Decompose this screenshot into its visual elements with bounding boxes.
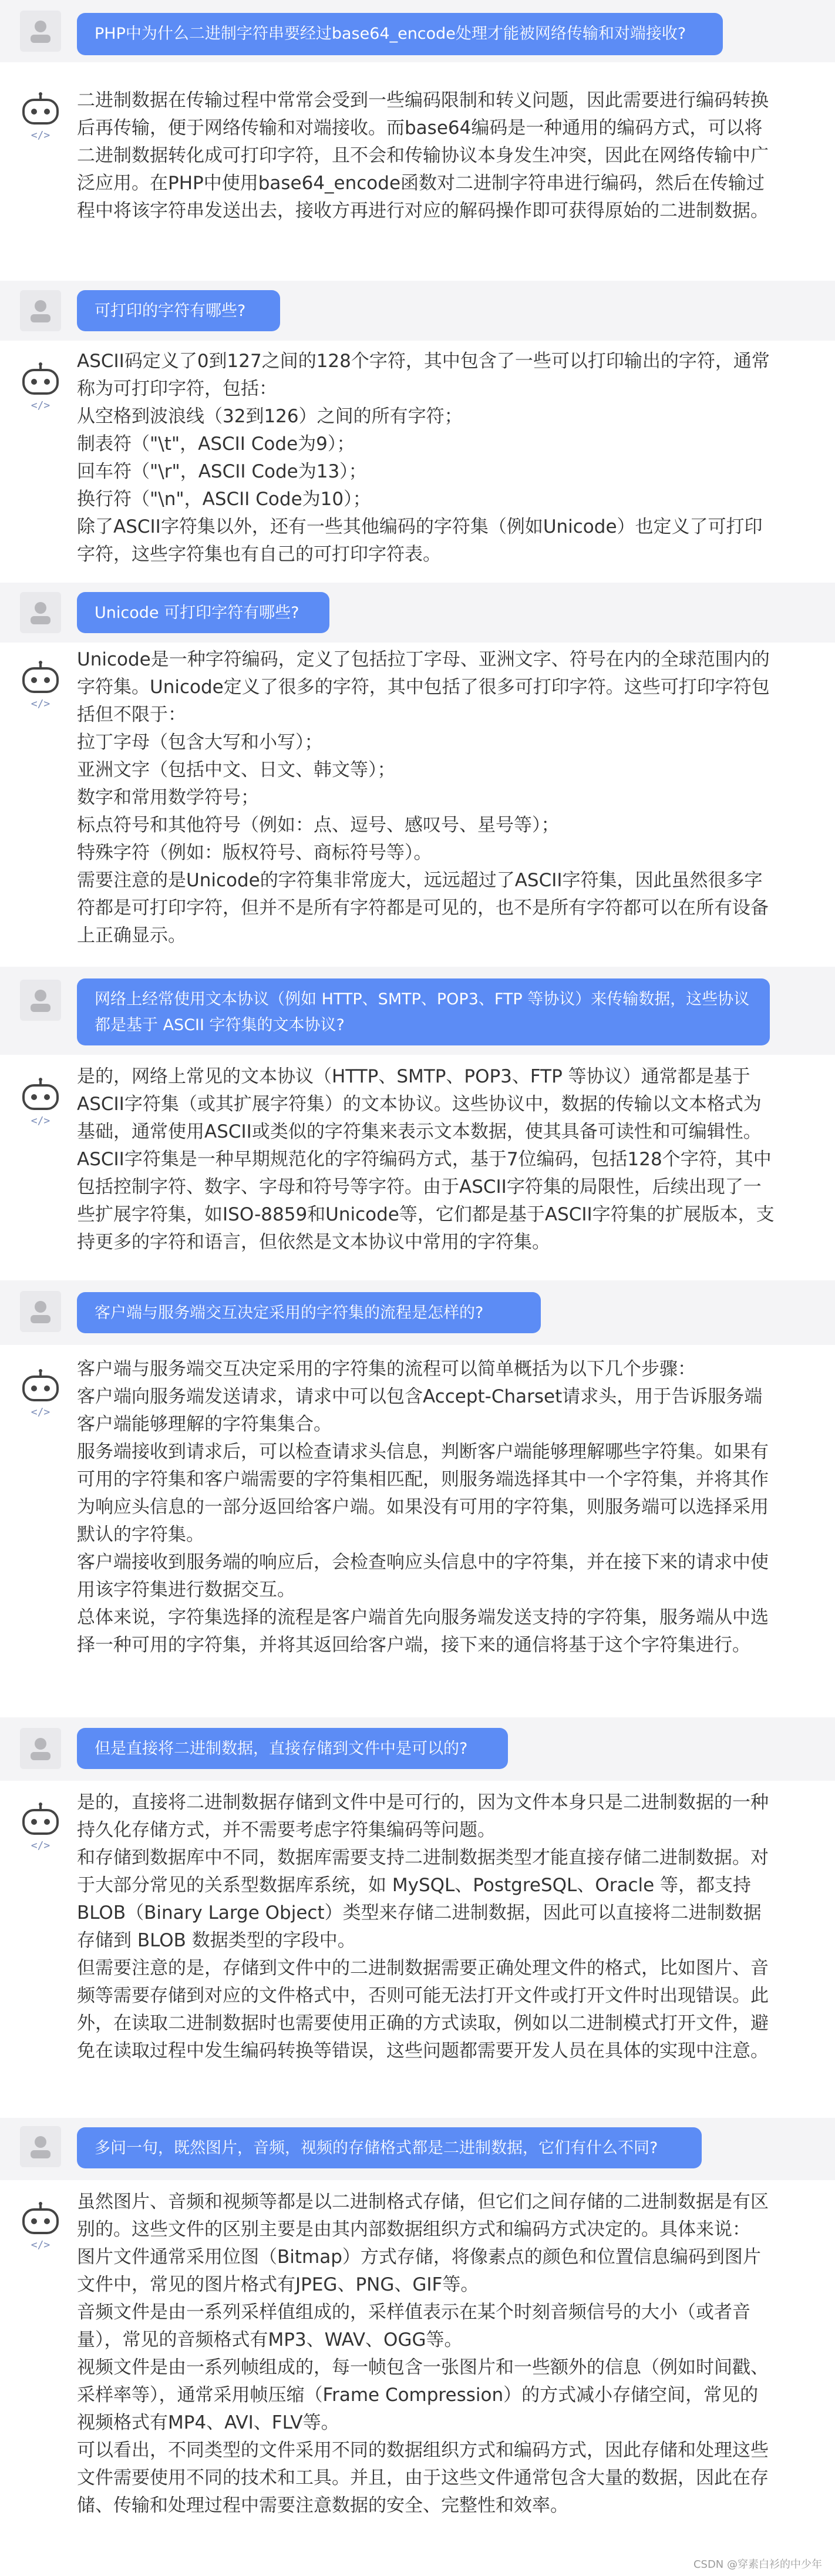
answer-paragraph: 需要注意的是Unicode的字符集非常庞大，远远超过了ASCII字符集，因此虽然很多字符都是可打印字符，但并不是所有字符都是可见的，也不是所有字符都可以在所有设备上正确显示。	[77, 870, 769, 946]
assistant-answer	[77, 1063, 776, 1256]
user-avatar	[20, 290, 61, 331]
user-icon	[27, 599, 54, 626]
user-question-bubble: 可打印的字符有哪些?	[77, 290, 280, 331]
robot-icon	[20, 1802, 61, 1855]
user-icon	[27, 1735, 54, 1762]
user-question-bubble: 客户端与服务端交互决定采用的字符集的流程是怎样的?	[77, 1292, 541, 1333]
assistant-avatar	[20, 2201, 61, 2254]
user-icon	[27, 1298, 54, 1325]
assistant-avatar	[20, 92, 61, 144]
user-avatar	[20, 592, 61, 633]
answer-paragraph: 亚洲文字（包括中文、日文、韩文等）；	[77, 759, 396, 781]
user-question-bubble: 网络上经常使用文本协议（例如 HTTP、SMTP、POP3、FTP 等协议）来传输数据，这些协议都是基于 ASCII 字符集的文本协议?	[77, 978, 770, 1045]
answer-paragraph: 虽然图片、音频和视频等都是以二进制格式存储，但它们之间存储的二进制数据是有区别的。这些文件的区别主要是由其内部数据组织方式和编码方式决定的。具体来说：	[77, 2191, 769, 2240]
user-message-row	[0, 583, 835, 643]
robot-icon	[20, 1368, 61, 1421]
assistant-avatar	[20, 1802, 61, 1855]
assistant-answer	[77, 87, 776, 225]
answer-paragraph: 总体来说，字符集选择的流程是客户端首先向服务端发送支持的字符集，服务端从中选择一种可用的字符集，并将其返回给客户端，接下来的通信将基于这个字符集进行。	[77, 1607, 769, 1656]
answer-paragraph: Unicode是一种字符编码，定义了包括拉丁字母、亚洲文字、符号在内的全球范围内的字符集。Unicode定义了很多的字符，其中包括了很多可打印字符。这些可打印字符包括但不限于：	[77, 649, 770, 725]
assistant-message-row	[0, 643, 835, 967]
answer-paragraph: 二进制数据在传输过程中常常会受到一些编码限制和转义问题，因此需要进行编码转换后再传输，便于网络传输和对端接收。而base64编码是一种通用的编码方式，可以将二进制数据转化成可打印字符，且不会和传输协议本身发生冲突，因此在网络传输中广泛应用。在PHP中使用base64_encode函数对二进制字符串进行编码，然后在传输过程中将该字符串发送出去，接收方再进行对应的解码操作即可获得原始的二进制数据。	[77, 90, 769, 221]
watermark: CSDN @穿素白衫的中少年	[693, 2558, 822, 2571]
assistant-message-row	[0, 1055, 835, 1280]
user-question-bubble: 但是直接将二进制数据，直接存储到文件中是可以的?	[77, 1728, 508, 1769]
user-question-bubble: Unicode 可打印字符有哪些?	[77, 592, 329, 633]
answer-paragraph: 客户端与服务端交互决定采用的字符集的流程可以简单概括为以下几个步骤：	[77, 1358, 696, 1380]
user-question-bubble: 多问一句，既然图片，音频，视频的存储格式都是二进制数据，它们有什么不同?	[77, 2127, 702, 2168]
answer-paragraph: 可以看出，不同类型的文件采用不同的数据组织方式和编码方式，因此存储和处理这些文件需要使用不同的技术和工具。并且，由于这些文件通常包含大量的数据，因此在存储、传输和处理过程中需要注意数据的安全、完整性和效率。	[77, 2440, 769, 2516]
assistant-message-row	[0, 1781, 835, 2118]
user-icon	[27, 2133, 54, 2160]
svg-text:</>: </>	[31, 1406, 50, 1418]
answer-paragraph: 从空格到波浪线（32到126）之间的所有字符；	[77, 406, 463, 427]
assistant-answer	[77, 1356, 776, 1659]
user-avatar	[20, 1728, 61, 1769]
assistant-answer	[77, 2188, 776, 2520]
answer-paragraph: 客户端接收到服务端的响应后，会检查响应头信息中的字符集，并在接下来的请求中使用该字符集进行数据交互。	[77, 1552, 769, 1600]
robot-icon	[20, 362, 61, 415]
assistant-avatar	[20, 660, 61, 713]
user-message-row	[0, 1280, 835, 1345]
svg-text:</>: </>	[31, 1839, 50, 1852]
robot-icon	[20, 2201, 61, 2254]
user-avatar	[20, 1291, 61, 1332]
svg-text:</>: </>	[31, 698, 50, 710]
answer-paragraph: 拉丁字母（包含大写和小写）；	[77, 732, 323, 753]
answer-paragraph: 回车符（"\r"，ASCII Code为13）；	[77, 461, 367, 482]
user-icon	[27, 297, 54, 324]
user-avatar	[20, 11, 61, 52]
answer-paragraph: 是的，直接将二进制数据存储到文件中是可行的，因为文件本身只是二进制数据的一种持久化存储方式，并不需要考虑字符集编码等问题。	[77, 1792, 769, 1841]
svg-text:</>: </>	[31, 399, 50, 412]
answer-paragraph: 服务端接收到请求后，可以检查请求头信息，判断客户端能够理解哪些字符集。如果有可用的字符集和客户端需要的字符集相匹配，则服务端选择其中一个字符集，并将其作为响应头信息的一部分返回给客户端。如果没有可用的字符集，则服务端可以选择采用默认的字符集。	[77, 1441, 769, 1545]
answer-paragraph: 客户端向服务端发送请求，请求中可以包含Accept-Charset请求头，用于告诉服务端客户端能够理解的字符集集合。	[77, 1386, 763, 1435]
answer-paragraph: 图片文件通常采用位图（Bitmap）方式存储，将像素点的颜色和位置信息编码到图片文件中，常见的图片格式有JPEG、PNG、GIF等。	[77, 2247, 761, 2295]
answer-paragraph: 除了ASCII字符集以外，还有一些其他编码的字符集（例如Unicode）也定义了可打印字符，这些字符集也有自己的可打印字符表。	[77, 516, 763, 565]
answer-paragraph: 是的，网络上常见的文本协议（HTTP、SMTP、POP3、FTP 等协议）通常都是基于ASCII字符集（或其扩展字符集）的文本协议。这些协议中，数据的传输以文本格式为基础，通常使用ASCII或类似的字符集来表示文本数据，使其具备可读性和可编辑性。ASCII字符集是一种早期规范化的字符编码方式，基于7位编码，包括128个字符，其中包括控制字符、数字、字母和符号等字符。由于ASCII字符集的局限性，后续出现了一些扩展字符集，如ISO-8859和Unicode等，它们都是基于ASCII字符集的扩展版本，支持更多的字符和语言，但依然是文本协议中常用的字符集。	[77, 1066, 775, 1253]
answer-paragraph: ASCII码定义了0到127之间的128个字符，其中包含了一些可以打印输出的字符，通常称为可打印字符，包括：	[77, 351, 770, 399]
answer-paragraph: 数字和常用数学符号；	[77, 787, 259, 808]
assistant-avatar	[20, 362, 61, 415]
assistant-answer	[77, 348, 776, 569]
assistant-answer	[77, 1789, 776, 2065]
svg-text:</>: </>	[31, 2239, 50, 2251]
robot-icon	[20, 92, 61, 144]
svg-text:</>: </>	[31, 129, 50, 142]
assistant-message-row	[0, 2180, 835, 2576]
answer-paragraph: 特殊字符（例如：版权符号、商标符号等）。	[77, 842, 432, 863]
answer-paragraph: 制表符（"\t"，ASCII Code为9）；	[77, 433, 355, 455]
answer-paragraph: 标点符号和其他符号（例如：点、逗号、感叹号、星号等）；	[77, 815, 560, 836]
answer-paragraph: 音频文件是由一系列采样值组成的，采样值表示在某个时刻音频信号的大小（或者音量），常见的音频格式有MP3、WAV、OGG等。	[77, 2302, 750, 2350]
user-message-row	[0, 967, 835, 1055]
answer-paragraph: 视频文件是由一系列帧组成的，每一帧包含一张图片和一些额外的信息（例如时间戳、采样率等），通常采用帧压缩（Frame Compression）的方式减小存储空间，常见的视频格式有MP4、AVI、FLV等。	[77, 2357, 769, 2433]
answer-paragraph: 但需要注意的是，存储到文件中的二进制数据需要正确处理文件的格式，比如图片、音频等需要存储到对应的文件格式中，否则可能无法打开文件或打开文件时出现错误。此外，在读取二进制数据时也需要使用正确的方式读取，例如以二进制模式打开文件，避免在读取过程中发生编码转换等错误，这些问题都需要开发人员在具体的实现中注意。	[77, 1958, 769, 2062]
robot-icon	[20, 1077, 61, 1130]
assistant-avatar	[20, 1368, 61, 1421]
assistant-message-row	[0, 341, 835, 583]
assistant-answer	[77, 646, 776, 950]
answer-paragraph: 换行符（"\n"，ASCII Code为10）；	[77, 489, 371, 510]
answer-paragraph: 和存储到数据库中不同，数据库需要支持二进制数据类型才能直接存储二进制数据。对于大部分常见的关系型数据库系统，如 MySQL、PostgreSQL、Oracle 等，都支持 BLOB（Binary Large Object）类型来存储二进制数据，因此可以直接将二进制数据存储到 BLOB 数据类型的字段中。	[77, 1847, 769, 1951]
assistant-message-row	[0, 62, 835, 281]
user-question-bubble: PHP中为什么二进制字符串要经过base64_encode处理才能被网络传输和对端接收?	[77, 13, 723, 55]
assistant-message-row	[0, 1345, 835, 1717]
assistant-avatar	[20, 1077, 61, 1130]
user-avatar	[20, 2126, 61, 2167]
user-message-row	[0, 0, 835, 62]
svg-text:</>: </>	[31, 1115, 50, 1127]
user-message-row	[0, 1717, 835, 1781]
user-message-row	[0, 281, 835, 341]
user-icon	[27, 18, 54, 45]
user-message-row	[0, 2118, 835, 2180]
user-icon	[27, 987, 54, 1014]
user-avatar	[20, 980, 61, 1021]
robot-icon	[20, 660, 61, 713]
